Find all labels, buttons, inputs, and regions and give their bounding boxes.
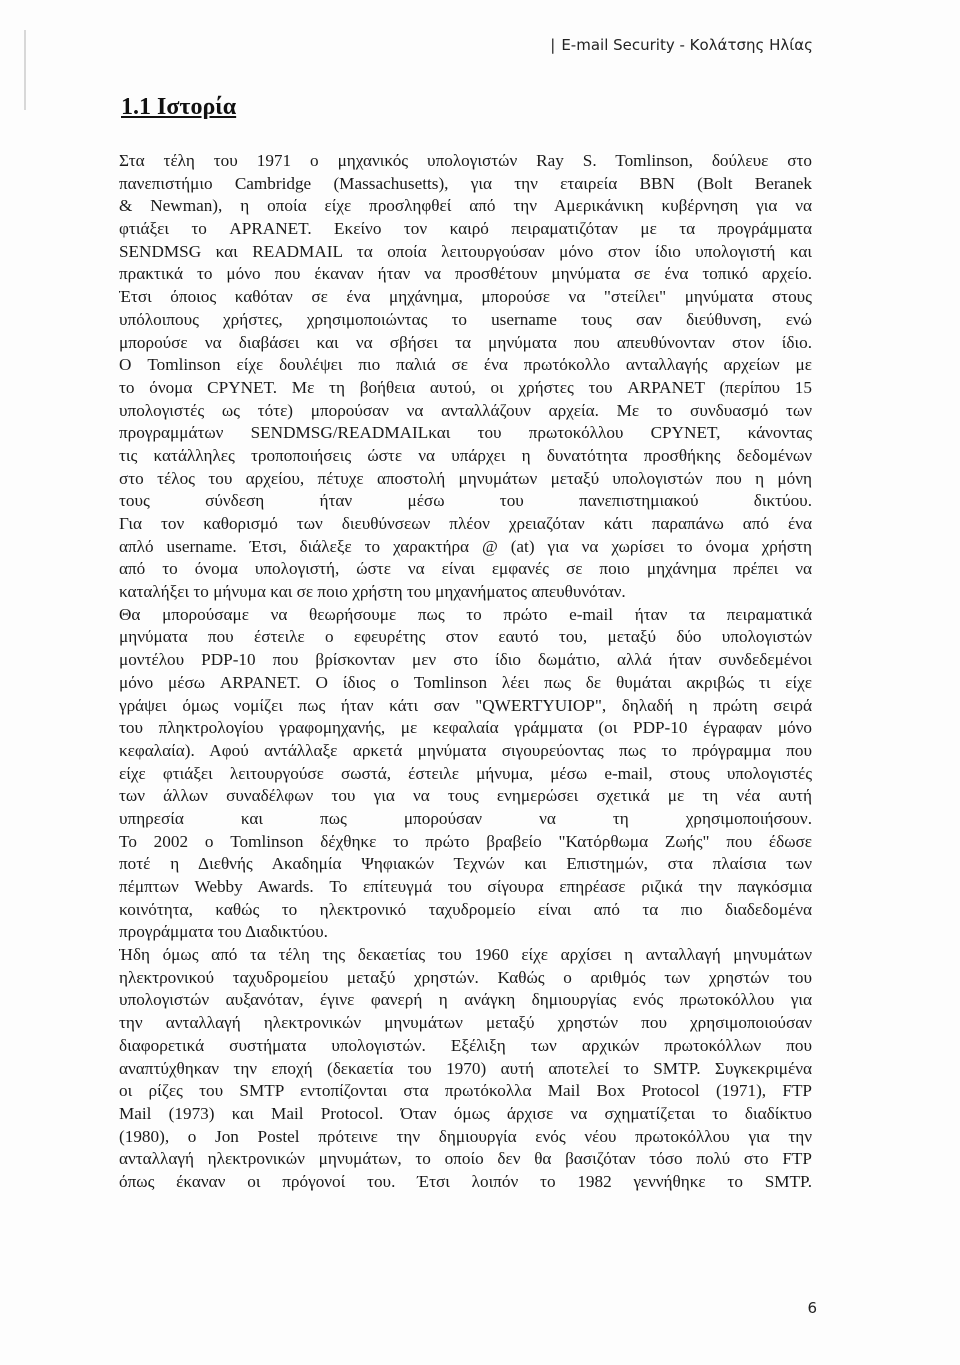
- text-line: το όνομα CPYNET. Με τη βοήθεια αυτού, οι χρήστες του ARPANET (περίπου 15: [119, 377, 812, 397]
- text-line: ανταλλαγή ηλεκτρονικών μηνυμάτων, το οποίο δεν θα βασιζόταν τόσο πολύ στο FTP: [119, 1149, 812, 1169]
- text-line: είχε φτιάξει λειτουργούσε σωστά, έστειλε μήνυμα, μέσω e-mail, στους υπολογιστές: [119, 763, 812, 783]
- text-line: αναπτύχθηκαν την εποχή (δεκαετία του 1970) αυτή αποτελεί το SMTP. Συγκεκριμένα: [119, 1058, 812, 1078]
- text-line: υπολογιστών αυξανόταν, έγινε φανερή η ανάγκη δημιουργίας ενός πρωτοκόλλου για: [119, 990, 812, 1010]
- text-line: στο τέλος του αρχείου, πέτυχε αποστολή μηνυμάτων μεταξύ υπολογιστών που η μόνη: [119, 468, 812, 488]
- text-line: προγραμμάτων SENDMSG/READMAILκαι του πρωτοκόλλου CPYNET, κάνοντας: [119, 423, 812, 443]
- text-line: των άλλων συναδέλφων του για να τους ενημερώσει σχετικά με τη νέα αυτή: [119, 786, 812, 806]
- text-line: Ο Tomlinson είχε δουλέψει πιο παλιά σε ένα πρωτόκολλο ανταλλαγής αρχείων με: [119, 355, 812, 375]
- text-line: προγράμματα του Διαδικτύου.: [119, 922, 328, 942]
- text-line: όπως έκαναν οι πρόγονοί του. Έτσι λοιπόν το 1982 γεννήθηκε το SMTP.: [119, 1171, 812, 1191]
- text-line: ποτέ η Διεθνής Ακαδημία Ψηφιακών Τεχνών και Επιστημών, στα πλαίσια των: [119, 854, 812, 874]
- header-separator: |: [550, 36, 556, 54]
- text-line: μπορούσε να διαβάσει και να σβήσει τα μηνύματα που απευθύνονταν στον ίδιο.: [119, 332, 812, 352]
- text-line: του πληκτρολογίου γραφομηχανής, με κεφαλαία γράμματα (οι PDP-10 έγραφαν μόνο: [119, 718, 812, 738]
- text-line: Ήδη όμως από τα τέλη της δεκαετίας του 1960 είχε αρχίσει η ανταλλαγή μηνυμάτων: [119, 945, 812, 965]
- text-line: Το 2002 ο Tomlinson δέχθηκε το πρώτο βραβείο "Κατόρθωμα Ζωής" που έδωσε: [119, 831, 812, 851]
- text-line: πρακτικά το μόνο που έκαναν ήταν να προσθέτουν μηνύματα σε ένα τοπικό αρχείο.: [119, 264, 812, 284]
- text-line: τους σύνδεση ήταν μέσω του πανεπιστημιακού δικτύου.: [119, 491, 812, 511]
- text-line: SENDMSG και READMAIL τα οποία λειτουργούσαν μόνο στον ίδιο υπολογιστή και: [119, 241, 812, 261]
- text-line: γράψει όμως νομίζει πως ήταν κάτι σαν "QWERTYUIOP", δηλαδή η πρώτη σειρά: [119, 695, 812, 715]
- text-line: υπηρεσία και πως μπορούσαν να τη χρησιμοποιήσουν.: [119, 808, 812, 828]
- text-line: μηνύματα που έστειλε ο εφευρέτης στον εαυτό του, μεταξύ δύο υπολογιστών: [119, 627, 812, 647]
- text-line: Για τον καθορισμό των διευθύνσεων πλέον χρειαζόταν κάτι παραπάνω από ένα: [119, 514, 812, 533]
- text-line: Στα τέλη του 1971 ο μηχανικός υπολογιστών Ray S. Tomlinson, δούλευε στο: [119, 151, 812, 170]
- text-line: πέμπτων Webby Awards. Το επίτευγμά του σίγουρα επηρέασε ριζικά την παγκόσμια: [119, 877, 812, 896]
- page-number: 6: [807, 1299, 817, 1317]
- text-line: οι ρίζες του SMTP εντοπίζονται στα πρωτόκολλα Mail Box Protocol (1971), FTP: [119, 1081, 812, 1101]
- text-line: υπόλοιπους χρήστες, χρησιμοποιώντας το username τους σαν διεύθυνση, ενώ: [119, 309, 812, 329]
- text-line: τις κατάλληλες τροποποιήσεις ώστε να υπάρχει η δυνατότητα προσθήκης δεδομένων: [119, 445, 812, 465]
- text-line: από το όνομα υπολογιστή, ώστε να είναι εμφανές σε ποιο μηχάνημα πρέπει να: [119, 559, 812, 579]
- text-line: κοινότητα, καθώς το ηλεκτρονικό ταχυδρομείο είναι από τα πιο διαδεδομένα: [119, 899, 812, 919]
- text-line: διαφορετικά συστήματα υπολογιστών. Εξέλιξη των αρχικών πρωτοκόλλων που: [119, 1035, 812, 1055]
- text-line: κεφαλαία). Αφού αντάλλαξε αρκετά μηνύματα σιγουρεύοντας πως το πρόγραμμα που: [119, 740, 812, 760]
- text-line: Θα μπορούσαμε να θεωρήσουμε πως το πρώτο e-mail ήταν τα πειραματικά: [119, 604, 812, 624]
- header-text: E-mail Security - Κολάτσης Ηλίας: [561, 36, 813, 54]
- text-line: (1980), ο Jon Postel πρότεινε την δημιουργία ενός νέου πρωτοκόλλου για την: [119, 1126, 812, 1146]
- text-line: την ανταλλαγή ηλεκτρονικών μηνυμάτων μεταξύ χρηστών που χρησιμοποιούσαν: [119, 1013, 812, 1033]
- text-line: πανεπιστήμιο Cambridge (Massachusetts), για την εταιρεία BBN (Bolt Beranek: [119, 173, 812, 193]
- text-line: μόνο μέσω ARPANET. Ο ίδιος ο Tomlinson λέει πως δε θυμάται ακριβώς τι είχε: [119, 672, 812, 692]
- text-line: μοντέλου PDP-10 που βρίσκονταν μεν στο ίδιο δωμάτιο, αλλά ήταν συνδεδεμένοι: [119, 650, 812, 670]
- text-line: φτιάξει το APRANET. Εκείνο τον καιρό πειραματιζόταν με τα προγράμματα: [119, 219, 812, 239]
- scan-edge-mark: [24, 30, 26, 110]
- running-header: [550, 36, 813, 54]
- text-line: & Newman), η οποία είχε προσληφθεί από την Αμερικάνικη κυβέρνηση για να: [119, 196, 812, 216]
- body-text: [119, 150, 812, 1194]
- text-line: καταλήξει το μήνυμα και σε ποιο χρήστη του μηχανήματος απευθυνόταν.: [119, 582, 626, 602]
- text-line: υπολογιστές ως τότε) μπορούσαν να ανταλλάζουν αρχεία. Με το συνδυασμό των: [119, 400, 812, 420]
- text-line: Έτσι όποιος καθόταν σε ένα μηχάνημα, μπορούσε να "στείλει" μηνύματα στους: [119, 287, 812, 307]
- text-line: ηλεκτρονικού ταχυδρομείου μεταξύ χρηστών. Καθώς ο αριθμός των χρηστών του: [119, 967, 812, 987]
- text-line: απλό username. Έτσι, διάλεξε το χαρακτήρα @ (at) για να χωρίσει το όνομα χρήστη: [119, 536, 812, 556]
- text-line: Mail (1973) και Mail Protocol. Όταν όμως άρχισε να σχηματίζεται το διαδίκτυο: [119, 1103, 812, 1123]
- section-title: 1.1 Ιστορία: [121, 94, 237, 120]
